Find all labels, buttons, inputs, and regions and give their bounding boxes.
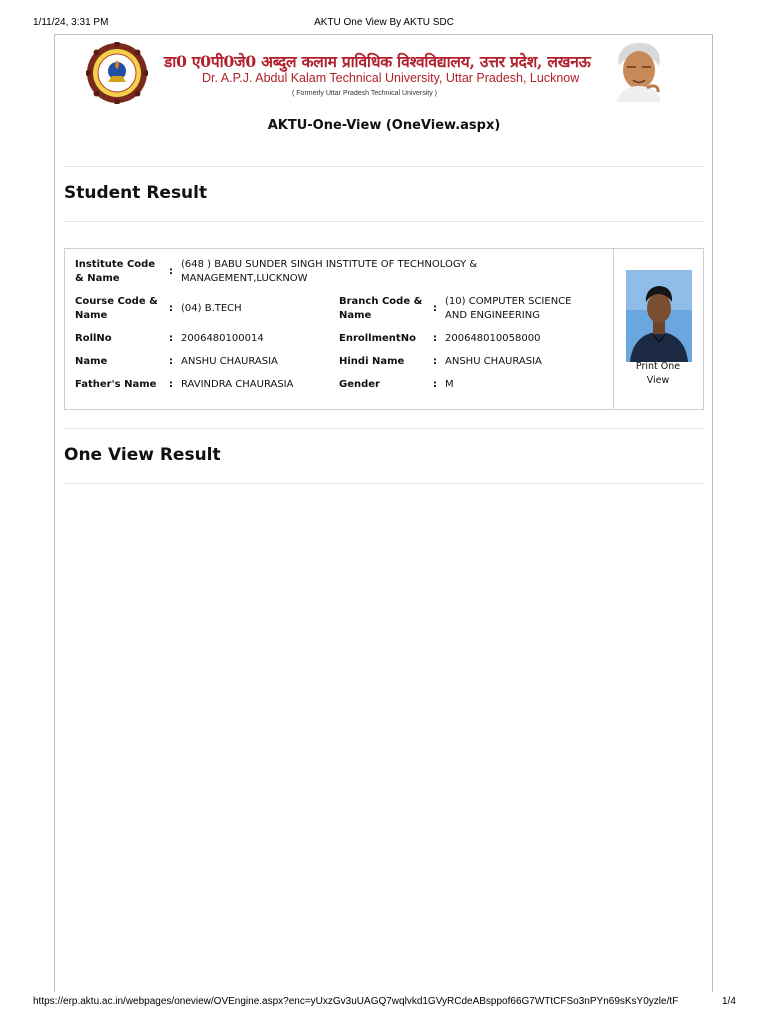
kalam-portrait-icon: [611, 40, 667, 102]
system-title: AKTU-One-View (OneView.aspx): [267, 118, 501, 133]
divider: [64, 483, 704, 484]
institute-colon: :: [169, 266, 173, 277]
name-value: ANSHU CHAURASIA: [181, 356, 278, 367]
print-page-number: 1/4: [722, 996, 736, 1007]
university-title-hindi: डा0 ए0पी0जे0 अब्दुल कलाम प्राविधिक विश्वविद्यालय, उत्तर प्रदेश, लखनऊ: [164, 52, 591, 71]
print-one-view-link[interactable]: Print One View: [635, 361, 681, 386]
divider: [64, 166, 704, 167]
name-label: Name: [75, 356, 108, 367]
university-title-english: Dr. A.P.J. Abdul Kalam Technical University, Uttar Pradesh, Lucknow: [202, 71, 580, 85]
father-value: RAVINDRA CHAURASIA: [181, 379, 294, 390]
name-colon: :: [169, 356, 173, 367]
student-photo: [626, 270, 692, 362]
photo-cell-divider: [613, 249, 614, 409]
hindi-name-value: ANSHU CHAURASIA: [445, 356, 542, 367]
course-value: (04) B.TECH: [181, 303, 242, 314]
hindi-name-label: Hindi Name: [339, 356, 405, 367]
print-header: [0, 0, 768, 34]
roll-value: 2006480100014: [181, 333, 264, 344]
father-colon: :: [169, 379, 173, 390]
print-date: 1/11/24, 3:31 PM: [33, 17, 109, 28]
branch-value: (10) COMPUTER SCIENCE AND ENGINEERING: [445, 296, 572, 321]
section-title-one-view-result: One View Result: [64, 445, 221, 465]
student-result-box: [64, 248, 704, 410]
gender-label: Gender: [339, 379, 380, 390]
print-footer: [0, 996, 768, 1016]
print-url: https://erp.aktu.ac.in/webpages/oneview/OVEngine.aspx?enc=yUxzGv3uUAGQ7wqlvkd1GVyRCdeABsppof66G7WTtCFSo3nPYn69sKsY0yzle/tF: [33, 996, 679, 1007]
father-label: Father's Name: [75, 379, 157, 390]
branch-label: Branch Code & Name: [339, 296, 423, 321]
enroll-colon: :: [433, 333, 437, 344]
section-title-student-result: Student Result: [64, 183, 208, 203]
divider: [64, 428, 704, 429]
hindi-name-colon: :: [433, 356, 437, 367]
enroll-label: EnrollmentNo: [339, 333, 416, 344]
roll-label: RollNo: [75, 333, 112, 344]
institute-value: (648 ) BABU SUNDER SINGH INSTITUTE OF TECHNOLOGY & MANAGEMENT,LUCKNOW: [181, 259, 478, 284]
branch-colon: :: [433, 303, 437, 314]
university-formerly: ( Formerly Uttar Pradesh Technical University ): [292, 90, 437, 97]
enroll-value: 200648010058000: [445, 333, 541, 344]
course-label: Course Code & Name: [75, 296, 158, 321]
roll-colon: :: [169, 333, 173, 344]
print-doc-title: AKTU One View By AKTU SDC: [314, 17, 454, 28]
university-seal-icon: [86, 42, 148, 104]
gender-colon: :: [433, 379, 437, 390]
divider: [64, 221, 704, 222]
institute-label: Institute Code & Name: [75, 259, 156, 284]
gender-value: M: [445, 379, 454, 390]
university-banner: [86, 40, 686, 104]
page-frame: [54, 34, 713, 992]
course-colon: :: [169, 303, 173, 314]
